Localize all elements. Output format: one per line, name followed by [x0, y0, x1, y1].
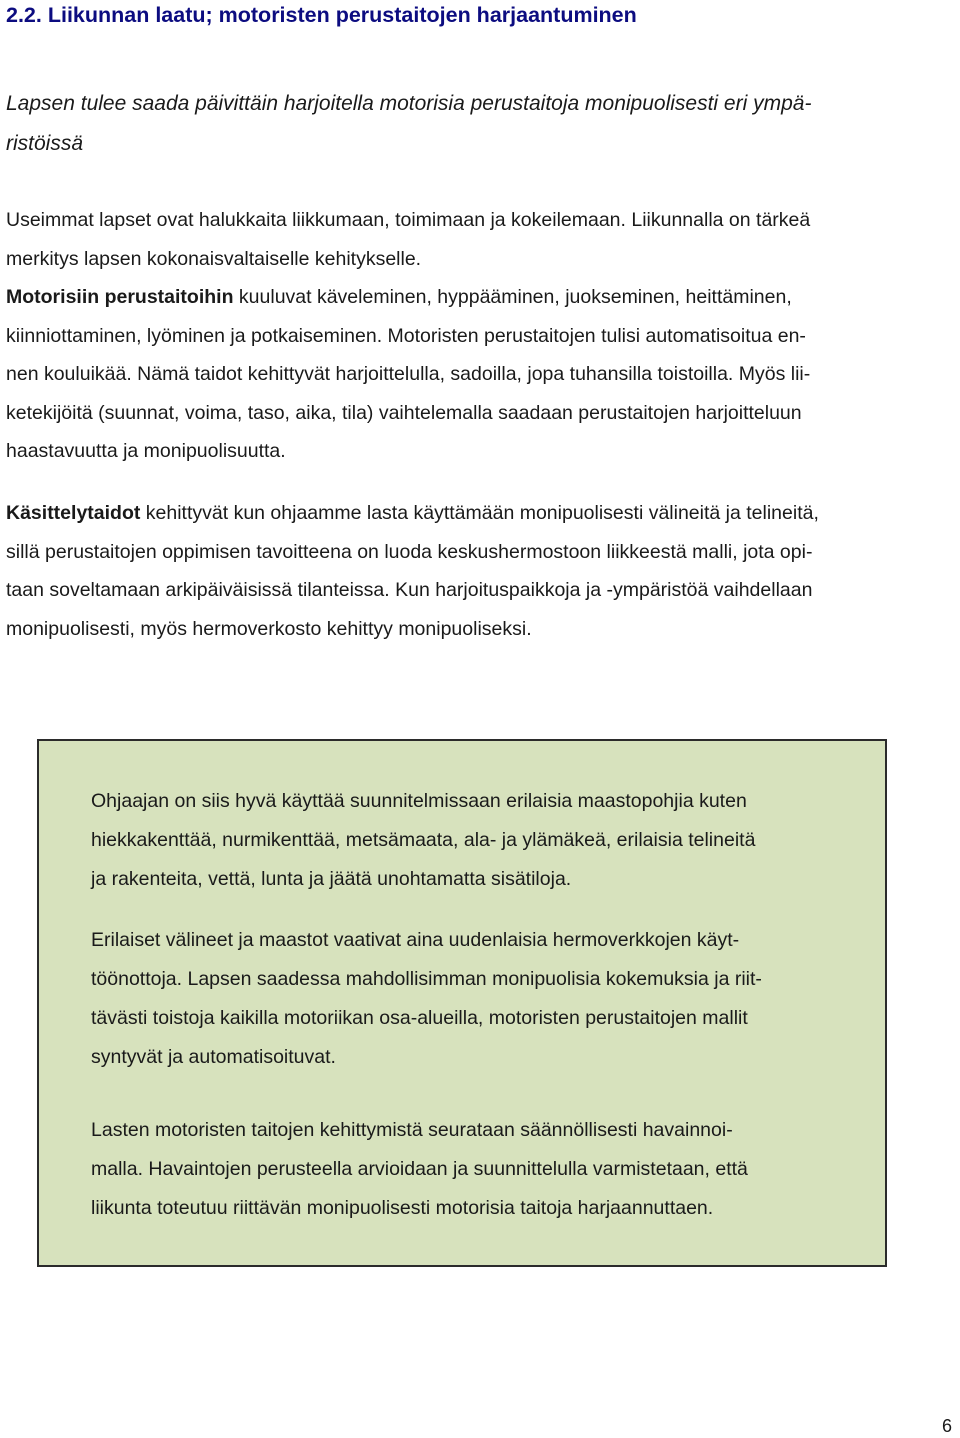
- text-line: taan soveltamaan arkipäiväisissä tilanteissa. Kun harjoituspaikkoja ja -ympäristöä vaihdellaan: [6, 579, 813, 601]
- text-line: hiekkakenttää, nurmikenttää, metsämaata, ala- ja ylämäkeä, erilaisia telineitä: [91, 829, 756, 851]
- text-line: Useimmat lapset ovat halukkaita liikkumaan, toimimaan ja kokeilemaan. Liikunnalla on tärkeä: [6, 209, 811, 231]
- text-line: kiinniottaminen, lyöminen ja potkaiseminen. Motoristen perustaitojen tulisi automatisoitua en-: [6, 324, 806, 347]
- text-fragment: kuuluvat käveleminen, hyppääminen, juokseminen, heittäminen,: [233, 286, 792, 308]
- text-line: Erilaiset välineet ja maastot vaativat aina uudenlaisia hermoverkkojen käyt-: [91, 929, 740, 951]
- text-line: haastavuutta ja monipuolisuutta.: [6, 440, 286, 462]
- box-paragraph-terrain: [91, 782, 871, 899]
- text-line: sillä perustaitojen oppimisen tavoitteena on luoda keskushermostoon liikkeestä malli, jota opi-: [6, 540, 813, 563]
- paragraph-handling-skills: [6, 494, 951, 648]
- subheading-line: Lapsen tulee saada päivittäin harjoitella motorisia perustaitoja monipuolisesti eri ympä-: [6, 92, 812, 115]
- box-paragraph-observation: [91, 1111, 871, 1228]
- text-line: Ohjaajan on siis hyvä käyttää suunnitelmissaan erilaisia maastopohjia kuten: [91, 790, 747, 812]
- text-line: tävästi toistoja kaikilla motoriikan osa-alueilla, motoristen perustaitojen mallit: [91, 1007, 748, 1029]
- text-line: [6, 494, 951, 533]
- box-paragraph-equipment: [91, 921, 871, 1077]
- text-line: töönottoja. Lapsen saadessa mahdollisimman monipuolisia kokemuksia ja riit-: [91, 968, 762, 990]
- text-line: merkitys lapsen kokonaisvaltaiselle kehitykselle.: [6, 247, 422, 270]
- text-line: ja rakenteita, vettä, lunta ja jäätä unohtamatta sisätiloja.: [91, 868, 572, 890]
- text-fragment: kehittyvät kun ohjaamme lasta käyttämään monipuolisesti välineitä ja telineitä,: [140, 502, 819, 524]
- bold-term: Käsittelytaidot: [6, 502, 141, 524]
- text-line: malla. Havaintojen perusteella arvioidaan ja suunnittelulla varmistetaan, että: [91, 1158, 748, 1180]
- subheading-line: ristöissä: [6, 132, 84, 155]
- page-number: 6: [941, 1416, 952, 1436]
- highlight-box: [37, 739, 887, 1267]
- section-subheading: [6, 84, 946, 164]
- text-line: Lasten motoristen taitojen kehittymistä seurataan säännöllisesti havainnoi-: [91, 1119, 733, 1141]
- text-line: nen kouluikää. Nämä taidot kehittyvät harjoittelulla, sadoilla, jopa tuhansilla toistoilla. Myös lii-: [6, 363, 811, 385]
- text-line: monipuolisesti, myös hermoverkosto kehittyy monipuoliseksi.: [6, 617, 532, 640]
- paragraph-motor-skills: [6, 201, 951, 471]
- bold-term: Motorisiin perustaitoihin: [6, 286, 234, 308]
- text-line: liikunta toteutuu riittävän monipuolisesti motorisia taitoja harjaannuttaen.: [91, 1197, 714, 1219]
- section-heading: 2.2. Liikunnan laatu; motoristen perustaitojen harjaantuminen: [6, 3, 637, 27]
- text-line: [6, 278, 951, 317]
- text-line: ketekijöitä (suunnat, voima, taso, aika, tila) vaihtelemalla saadaan perustaitojen harjoitteluun: [6, 401, 802, 424]
- text-line: syntyvät ja automatisoituvat.: [91, 1046, 336, 1068]
